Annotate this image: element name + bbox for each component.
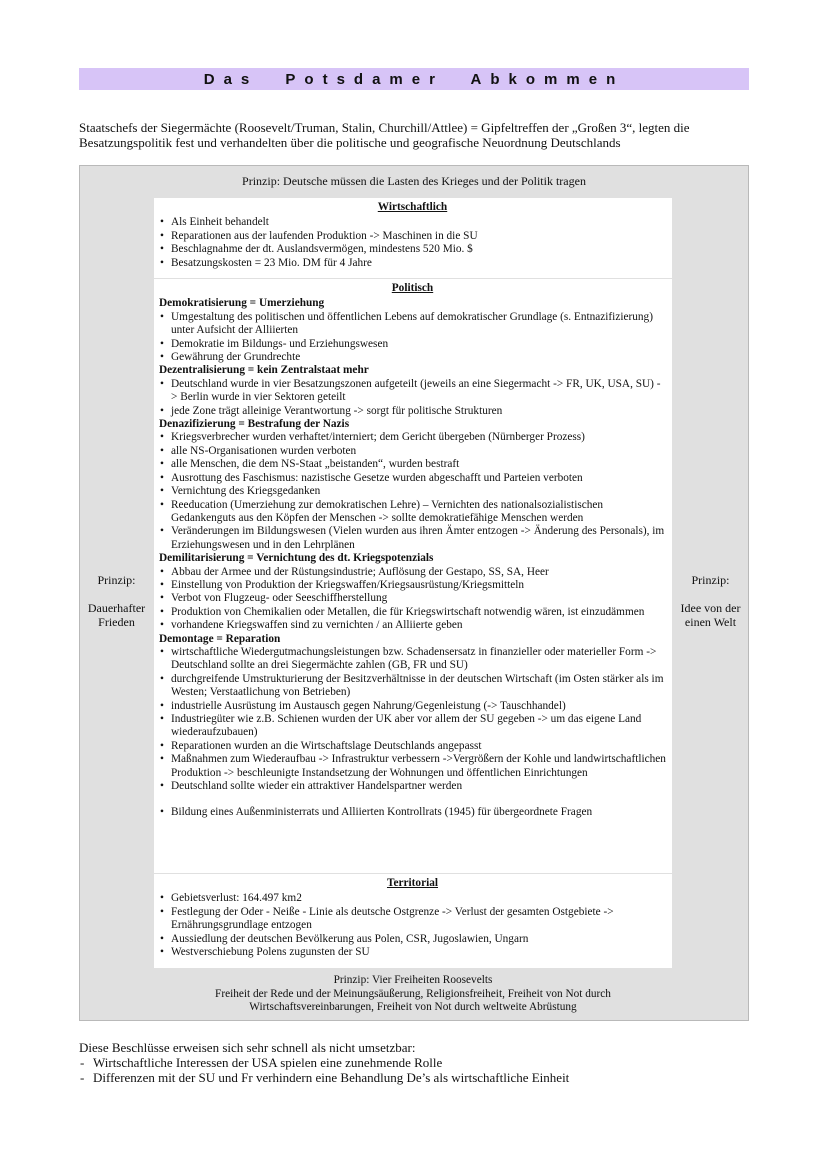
list-item: • alle NS-Organisationen wurden verboten	[159, 445, 666, 458]
list-item: • industrielle Ausrüstung im Austausch gegen Nahrung/Gegenleistung (-> Tauschhandel)	[159, 700, 666, 713]
section-heading: Territorial	[386, 877, 439, 889]
list-item: • alle Menschen, die dem NS-Staat „beistanden“, wurden bestraft	[159, 458, 666, 471]
bottom-principle-line: Freiheit der Rede und der Meinungsäußerung, Religionsfreiheit, Freiheit von Not durch	[215, 987, 611, 1000]
right-principle	[673, 198, 748, 1003]
left-principle-label: Prinzip:	[97, 572, 136, 587]
list-item: • Gebietsverlust: 164.497 km2	[159, 892, 666, 905]
list-item: • Beschlagnahme der dt. Auslandsvermögen, mindestens 520 Mio. $	[159, 243, 666, 256]
list-item: - Differenzen mit der SU und Fr verhindern eine Behandlung De’s als wirtschaftliche Einheit	[79, 1070, 749, 1085]
summary-table	[79, 165, 749, 1021]
bullet-list	[159, 566, 666, 633]
subsection-heading: Denazifizierung = Bestrafung der Nazis	[159, 418, 350, 431]
list-item: - Wirtschaftliche Interessen der USA spielen eine zunehmende Rolle	[79, 1055, 749, 1070]
bullet-list	[159, 378, 666, 418]
list-item: • Verbot von Flugzeug- oder Seeschiffherstellung	[159, 592, 666, 605]
title-bar	[79, 68, 749, 90]
bullet-list	[159, 806, 666, 819]
bottom-principle-line: Wirtschaftsvereinbarungen, Freiheit von Not durch weltweite Abrüstung	[249, 1001, 577, 1014]
top-principle: Prinzip: Deutsche müssen die Lasten des Krieges und der Politik tragen	[242, 174, 586, 188]
list-item: • Als Einheit behandelt	[159, 216, 666, 229]
list-item: • durchgreifende Umstrukturierung der Besitzverhältnisse in der deutschen Wirtschaft (im Osten stärker als im Westen; Verstaatlichung von Betrieben)	[159, 673, 666, 700]
right-principle-value: Idee von der einen Welt	[680, 600, 741, 629]
list-item: • Reparationen wurden an die Wirtschaftslage Deutschlands angepasst	[159, 740, 666, 753]
section-territorial	[154, 874, 672, 968]
list-item: • Gewährung der Grundrechte	[159, 351, 666, 364]
list-item: • Veränderungen im Bildungswesen (Vielen wurden aus ihren Ämter entzogen -> Änderung des Personals), im Erziehungswesen und in den Lehrplänen	[159, 525, 666, 552]
list-item: • vorhandene Kriegswaffen sind zu vernichten / an Alliierte geben	[159, 619, 666, 632]
bullet-list	[159, 646, 666, 793]
left-principle	[80, 198, 153, 1003]
document-title: Das Potsdamer Abkommen	[203, 70, 625, 88]
bottom-principle	[154, 969, 672, 1020]
outro-section	[79, 1040, 749, 1085]
right-principle-label: Prinzip:	[691, 572, 730, 587]
list-item: • Westverschiebung Polens zugunsten der SU	[159, 946, 666, 959]
list-item: • Festlegung der Oder - Neiße - Linie als deutsche Ostgrenze -> Verlust der gesamten Ostgebiete -> Ernährungsgrundlage entzogen	[159, 906, 666, 933]
list-item: • Produktion von Chemikalien oder Metallen, die für Kriegswirtschaft notwendig wären, ist einzudämmen	[159, 606, 666, 619]
list-item: • Besatzungskosten = 23 Mio. DM für 4 Jahre	[159, 257, 666, 270]
list-item: • Einstellung von Produktion der Kriegswaffen/Kriegsausrüstung/Kriegsmitteln	[159, 579, 666, 592]
list-item: • Umgestaltung des politischen und öffentlichen Lebens auf demokratischer Grundlage (s. Entnazifizierung) unter Aufsicht der Alliierten	[159, 311, 666, 338]
list-item: • Ausrottung des Faschismus: nazistische Gesetze wurden abgeschafft und Parteien verboten	[159, 472, 666, 485]
list-item: • Bildung eines Außenministerrats und Alliierten Kontrollrats (1945) für übergeordnete Fragen	[159, 806, 666, 819]
list-item: • Reeducation (Umerziehung zur demokratischen Lehre) – Vernichten des nationalsozialistischen Gedankenguts aus den Köpfen der Menschen -> sollte demokratiefähige Menschen werden	[159, 499, 666, 526]
bullet-list	[159, 431, 666, 552]
list-item: • Maßnahmen zum Wiederaufbau -> Infrastruktur verbessern ->Vergrößern der Kohle und landwirtschaftlichen Produktion -> beschleunigte Instandsetzung der Wohnungen und öffentlichen Einrichtungen	[159, 753, 666, 780]
list-item: • Deutschland sollte wieder ein attraktiver Handelspartner werden	[159, 780, 666, 793]
bullet-list	[159, 311, 666, 365]
list-item: • wirtschaftliche Wiedergutmachungsleistungen bzw. Schadensersatz in finanzieller oder materieller Form -> Deutschland sollte an drei Siegermächte zahlen (GB, FR und SU)	[159, 646, 666, 673]
list-item: • Kriegsverbrecher wurden verhaftet/interniert; dem Gericht übergeben (Nürnberger Prozess)	[159, 431, 666, 444]
list-item: • jede Zone trägt alleinige Verantwortung -> sorgt für politische Strukturen	[159, 405, 666, 418]
list-item: • Deutschland wurde in vier Besatzungszonen aufgeteilt (jeweils an eine Siegermacht -> FR, UK, USA, SU) -> Berlin wurde in vier Sektoren geteilt	[159, 378, 666, 405]
section-heading: Wirtschaftlich	[377, 201, 448, 213]
subsection-heading: Dezentralisierung = kein Zentralstaat mehr	[159, 364, 369, 377]
list-item: • Abbau der Armee und der Rüstungsindustrie; Auflösung der Gestapo, SS, SA, Heer	[159, 566, 666, 579]
left-principle-value: Dauerhafter Frieden	[87, 600, 146, 629]
intro-paragraph: Staatschefs der Siegermächte (Roosevelt/Truman, Stalin, Churchill/Attlee) = Gipfeltreffen der „Großen 3“, legten die Besatzungspolitik fest und verhandelten über die politische und geografische Neuordnung Deutschlands	[79, 120, 690, 150]
subsection-heading: Demontage = Reparation	[159, 632, 281, 645]
bottom-principle-title: Prinzip: Vier Freiheiten Roosevelts	[333, 974, 493, 987]
outro-intro: Diese Beschlüsse erweisen sich sehr schnell als nicht umsetzbar:	[79, 1040, 416, 1055]
section-wirtschaftlich	[154, 198, 672, 278]
section-heading: Politisch	[391, 282, 434, 294]
list-item: • Vernichtung des Kriegsgedanken	[159, 485, 666, 498]
list-item: • Aussiedlung der deutschen Bevölkerung aus Polen, CSR, Jugoslawien, Ungarn	[159, 933, 666, 946]
list-item: • Industriegüter wie z.B. Schienen wurden der UK aber vor allem der SU gegeben -> um das eigene Land wiederaufzubauen)	[159, 713, 666, 740]
subsection-heading: Demokratisierung = Umerziehung	[159, 297, 325, 310]
subsection-heading: Demilitarisierung = Vernichtung des dt. Kriegspotenzials	[159, 552, 434, 565]
bullet-list	[159, 892, 666, 959]
list-item: • Demokratie im Bildungs- und Erziehungswesen	[159, 338, 666, 351]
section-politisch	[154, 279, 672, 873]
bullet-list	[159, 216, 666, 270]
list-item: • Reparationen aus der laufenden Produktion -> Maschinen in die SU	[159, 230, 666, 243]
